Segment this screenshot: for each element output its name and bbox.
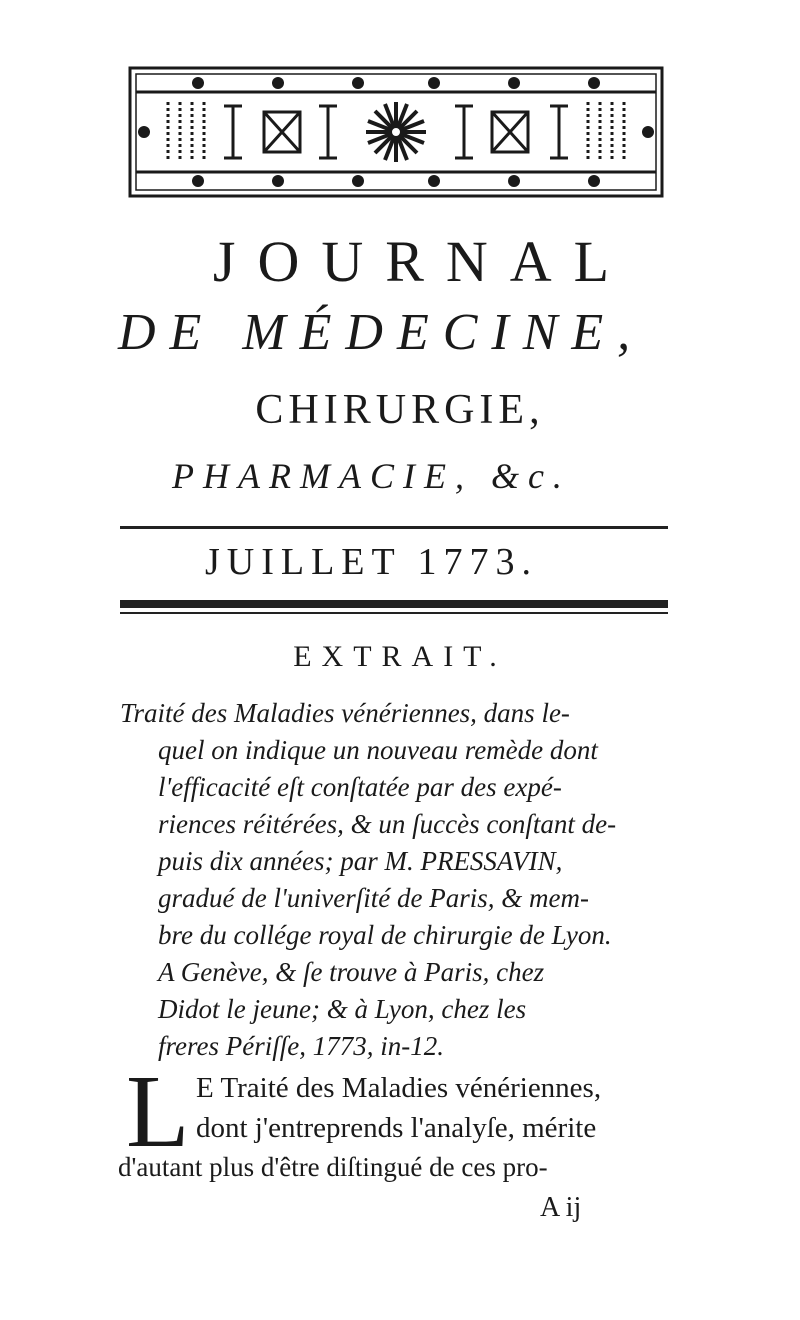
rule-bottom [120, 600, 668, 608]
extract-heading: EXTRAIT. [293, 640, 507, 673]
citation-line: bre du collége royal de chirurgie de Lyon. [158, 920, 612, 950]
citation-line: gradué de l'univerſité de Paris, & mem- [158, 883, 589, 913]
citation-line: Traité des Maladies vénériennes, dans le- [120, 698, 570, 728]
signature-mark: A ij [540, 1192, 582, 1223]
body-line: dont j'entreprends l'analyſe, mérite [196, 1112, 597, 1144]
journal-subtitle-medecine: DE MÉDECINE, [118, 304, 645, 361]
citation-line: Didot le jeune; & à Lyon, chez les [158, 994, 527, 1024]
citation-line: freres Périſſe, 1773, in-12. [158, 1031, 444, 1061]
journal-subtitle-chirurgie: CHIRURGIE, [255, 387, 545, 433]
citation-line: riences réitérées, & un ſuccès conſtant de- [158, 809, 617, 839]
rule-bottom-thin [120, 612, 668, 614]
citation-line: l'efficacité eſt conſtatée par des expé- [158, 772, 562, 802]
citation-line: A Genève, & ſe trouve à Paris, chez [158, 957, 545, 987]
journal-title: JOURNAL [212, 229, 632, 294]
issue-month: JUILLET 1773. [205, 541, 539, 583]
rule-top [120, 526, 668, 529]
body-line: d'autant plus d'être diſtingué de ces pro- [118, 1152, 548, 1182]
citation-line: puis dix années; par M. PRESSAVIN, [158, 846, 563, 876]
body-line: E Traité des Maladies vénériennes, [196, 1072, 602, 1104]
citation-line: quel on indique un nouveau remède dont [158, 735, 598, 765]
journal-subtitle-pharmacie: PHARMACIE, &c. [172, 456, 571, 496]
drop-cap: L [126, 1054, 190, 1169]
fleuron-headpiece-icon [128, 66, 664, 198]
